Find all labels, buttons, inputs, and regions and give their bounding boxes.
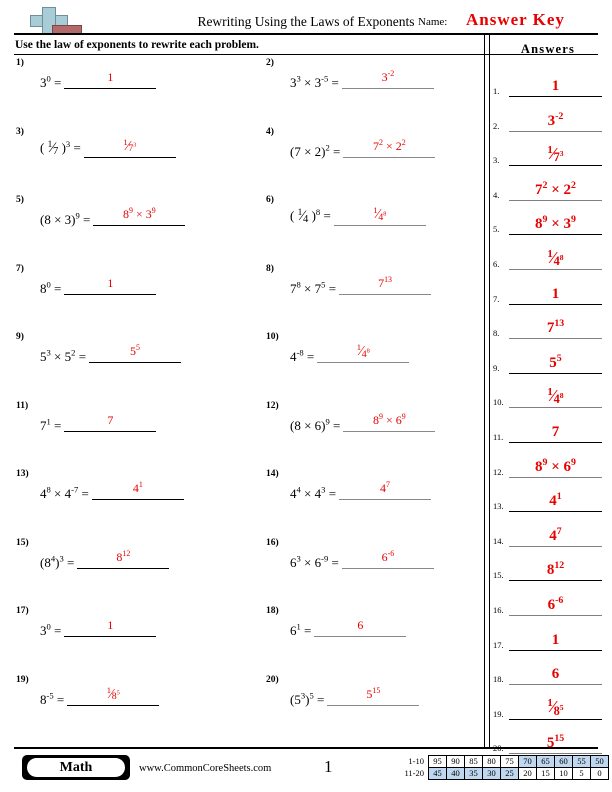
- answer-row: [492, 687, 604, 720]
- answer-blank[interactable]: [334, 205, 426, 226]
- problem-expression: $4^{-8}$ =: [290, 347, 315, 364]
- problem-number: 5): [16, 195, 24, 205]
- subject-badge: [22, 755, 130, 780]
- answer-row-number: 12.: [493, 466, 504, 477]
- problem-item: [14, 538, 249, 606]
- answer-row-line: [509, 131, 602, 132]
- problem-number: 4): [266, 126, 274, 137]
- problem-item: [14, 127, 249, 195]
- score-cell[interactable]: 55: [573, 756, 591, 768]
- problem-number: 17): [16, 606, 29, 616]
- answer-row: [492, 202, 604, 235]
- answer-row-line: [509, 96, 602, 97]
- answer-row-line: [509, 269, 602, 270]
- problem-answer: 1: [107, 275, 114, 290]
- problem-expression: $(7 \times 2)^2$ =: [290, 142, 341, 159]
- problem-item: [264, 127, 499, 195]
- problem-body: [290, 543, 496, 569]
- score-cell[interactable]: 30: [483, 768, 501, 780]
- answer-row-line: [509, 234, 602, 235]
- answer-row: [492, 64, 604, 97]
- problem-number: 19): [16, 674, 29, 685]
- answer-row: [492, 237, 604, 270]
- answer-row: [492, 168, 604, 201]
- answer-row-value: $5^5$: [549, 352, 562, 371]
- footer-divider: [14, 747, 598, 749]
- score-cell[interactable]: 80: [483, 756, 501, 768]
- problem-body: [40, 543, 246, 569]
- answer-row-number: 19.: [493, 708, 504, 719]
- answer-row-number: 11.: [493, 432, 504, 442]
- problem-body: [40, 269, 246, 295]
- answer-row-value: $4^7$: [549, 525, 562, 544]
- problem-body: [40, 337, 246, 363]
- problem-number: 14): [266, 469, 279, 479]
- answer-row-line: [509, 407, 602, 408]
- score-cell[interactable]: 85: [465, 756, 483, 768]
- answer-row-number: 15.: [493, 570, 504, 581]
- answer-blank[interactable]: [317, 342, 409, 363]
- answer-row-number: 18.: [493, 674, 504, 685]
- answers-column: [492, 38, 604, 754]
- score-table-row: [398, 768, 609, 780]
- problem-body: [290, 200, 496, 226]
- answer-blank[interactable]: [342, 68, 434, 89]
- answer-row-value: $7^{13}$: [546, 318, 565, 337]
- problem-item: [14, 264, 249, 332]
- answer-row-value: $^1⁄8^5$: [547, 697, 564, 718]
- answer-row-number: 8.: [493, 328, 500, 339]
- problem-answer: $3^{-2}$: [381, 69, 395, 84]
- problem-item: [14, 195, 249, 263]
- page-title: Rewriting Using the Laws of Exponents: [197, 14, 415, 29]
- problems-grid: [14, 58, 484, 743]
- answer-blank[interactable]: [77, 548, 169, 569]
- answer-row-number: 2.: [493, 120, 500, 131]
- problem-number: 2): [266, 58, 274, 68]
- problem-body: [290, 337, 496, 363]
- answer-row: [492, 548, 604, 581]
- answer-blank[interactable]: [67, 685, 159, 706]
- instructions-text: Use the law of exponents to rewrite each problem.: [15, 39, 259, 51]
- problem-answer: $8^9 \times 6^9$: [373, 411, 406, 427]
- answer-row-number: 6.: [493, 259, 500, 269]
- answer-row-value: $3^{-2}$: [547, 110, 564, 129]
- problem-item: [14, 401, 249, 469]
- answer-row: [492, 514, 604, 547]
- answer-row-line: [509, 546, 602, 547]
- problem-body: [290, 474, 496, 500]
- problem-answer: 1: [107, 618, 114, 632]
- score-cell[interactable]: 50: [591, 756, 609, 768]
- answer-row: [492, 721, 604, 754]
- answer-blank[interactable]: [64, 68, 156, 89]
- answer-row-line: [509, 511, 602, 512]
- answer-row-number: 5.: [493, 224, 500, 235]
- problem-item: [264, 195, 499, 263]
- answer-row-value: $8^{12}$: [546, 560, 565, 579]
- problem-expression: $4^8 \times 4^{-7}$ =: [40, 484, 89, 501]
- problem-body: [40, 63, 246, 89]
- problem-body: [290, 63, 496, 89]
- answer-row-line: [509, 200, 602, 201]
- problem-body: [40, 680, 246, 706]
- answer-row-line: [509, 338, 602, 339]
- answer-row: [492, 272, 604, 305]
- answer-row: [492, 133, 604, 166]
- answer-row-number: 10.: [493, 397, 504, 408]
- answer-key-value: Answer Key: [466, 10, 565, 29]
- header-divider: [14, 33, 598, 35]
- score-cell[interactable]: 20: [519, 768, 537, 780]
- answer-blank[interactable]: [343, 137, 435, 158]
- score-cell[interactable]: 65: [537, 756, 555, 768]
- answer-row-value: $6^{-6}$: [547, 595, 564, 613]
- problem-number: 8): [266, 263, 274, 274]
- answer-blank[interactable]: [84, 137, 176, 158]
- problem-answer: $7^{13}$: [378, 274, 392, 290]
- answer-row: [492, 479, 604, 512]
- problem-item: [14, 606, 249, 674]
- problem-expression: $5^3 \times 5^2$ =: [40, 347, 87, 364]
- problem-body: [40, 406, 246, 432]
- score-cell[interactable]: 95: [429, 756, 447, 768]
- answer-row: [492, 306, 604, 339]
- problem-answer: $^1⁄8^5$: [106, 684, 120, 703]
- answer-row-value: $^1⁄4^8$: [547, 385, 564, 407]
- problem-item: [264, 332, 499, 400]
- answer-row-number: 14.: [493, 535, 504, 546]
- problem-expression: $(8 \times 6)^9$ =: [290, 416, 341, 433]
- problem-expression: $3^0$ =: [40, 73, 62, 90]
- problem-item: [14, 469, 249, 537]
- page-number: 1: [324, 757, 333, 776]
- answer-row: [492, 375, 604, 408]
- problem-item: [264, 675, 499, 743]
- problem-body: [40, 132, 246, 158]
- problem-answer: $8^{12}$: [116, 548, 131, 564]
- score-cell[interactable]: 75: [501, 756, 519, 768]
- problem-number: 12): [266, 400, 279, 411]
- answer-blank[interactable]: [89, 342, 181, 363]
- answer-row: [492, 99, 604, 132]
- problem-expression: ( $^1$⁄4 )$^8$ =: [290, 207, 331, 226]
- problem-item: [14, 675, 249, 743]
- answer-blank[interactable]: [64, 411, 156, 432]
- answer-blank[interactable]: [343, 411, 435, 432]
- subject-badge-label: Math: [59, 760, 93, 775]
- problem-body: [290, 406, 496, 432]
- problem-answer: $^1⁄4^8$: [373, 205, 387, 223]
- answer-row-line: [509, 304, 602, 305]
- problem-number: 11): [16, 400, 29, 411]
- website-url: www.CommonCoreSheets.com: [139, 763, 272, 774]
- problem-number: 16): [266, 537, 279, 548]
- answer-row: [492, 445, 604, 478]
- answer-row-number: 17.: [493, 639, 504, 650]
- problem-answer: $5^5$: [130, 343, 140, 358]
- problem-item: [264, 401, 499, 469]
- answer-row-number: 1.: [493, 86, 500, 96]
- subject-badge-pill: [27, 758, 125, 777]
- problem-expression: ( $^1$⁄7 )$^3$ =: [40, 138, 81, 157]
- answer-row-value: 1: [551, 631, 560, 648]
- answer-row-value: 1: [551, 78, 560, 94]
- answer-row-line: [509, 580, 602, 581]
- score-table-row: [398, 756, 609, 768]
- score-row-label: 1-10: [408, 756, 424, 766]
- problem-number: 13): [16, 469, 29, 479]
- answer-row-number: 7.: [493, 293, 500, 304]
- problem-answer: $7^2 \times 2^2$: [373, 137, 406, 153]
- answer-row-value: $4^1$: [549, 491, 562, 510]
- answer-blank[interactable]: [342, 548, 434, 569]
- problem-answer: 7: [107, 412, 114, 427]
- problem-expression: $7^8 \times 7^5$ =: [290, 279, 337, 296]
- problem-body: [290, 269, 496, 295]
- answer-blank[interactable]: [64, 274, 156, 295]
- answer-row-line: [509, 650, 602, 651]
- problem-expression: $6^1$ =: [290, 621, 312, 638]
- problem-item: [264, 469, 499, 537]
- answer-row-number: 3.: [493, 155, 500, 166]
- problem-number: 9): [16, 332, 24, 342]
- problem-body: [290, 611, 496, 637]
- answer-row-value: $^1⁄4^8$: [547, 247, 564, 268]
- score-cell[interactable]: 90: [447, 756, 465, 768]
- problem-expression: $8^{-5}$ =: [40, 690, 65, 707]
- problem-body: [290, 680, 496, 706]
- problem-expression: $4^4 \times 4^3$ =: [290, 484, 337, 501]
- answer-row-line: [509, 165, 602, 166]
- problem-answer: $5^{15}$: [366, 685, 381, 701]
- problem-answer: $^1⁄7^3$: [123, 136, 137, 155]
- answer-row-line: [509, 477, 602, 478]
- answer-row-value: 1: [551, 285, 560, 302]
- name-label: Name:: [418, 16, 448, 28]
- problem-item: [14, 58, 249, 126]
- problem-answer: $4^1$: [132, 480, 143, 495]
- answer-row-number: 13.: [493, 501, 504, 512]
- score-cell[interactable]: 45: [429, 768, 447, 780]
- answer-row-line: [509, 684, 602, 685]
- answer-row-line: [509, 719, 602, 720]
- answer-blank[interactable]: [64, 616, 156, 637]
- problem-item: [264, 58, 499, 126]
- problem-body: [290, 132, 496, 158]
- answer-row-value: 7: [551, 424, 560, 440]
- problem-number: 3): [16, 126, 24, 137]
- score-table: [398, 755, 609, 780]
- problem-expression: $6^3 \times 6^{-9}$ =: [290, 553, 339, 570]
- problem-item: [14, 332, 249, 400]
- answer-row: [492, 410, 604, 443]
- answer-blank[interactable]: [339, 479, 431, 500]
- answer-row: [492, 618, 604, 651]
- problem-number: 7): [16, 263, 24, 274]
- answer-row-number: 20.: [493, 743, 504, 754]
- answer-blank[interactable]: [314, 616, 406, 637]
- problem-body: [40, 200, 246, 226]
- answer-row-value: 6: [551, 666, 560, 683]
- score-cell[interactable]: 60: [555, 756, 573, 768]
- problem-answer: $^1⁄4^8$: [356, 342, 370, 360]
- problem-body: [40, 474, 246, 500]
- problem-expression: $7^1$ =: [40, 416, 62, 433]
- problem-expression: $8^0$ =: [40, 279, 62, 296]
- answer-row-line: [509, 373, 602, 374]
- problem-number: 15): [16, 537, 29, 548]
- problem-number: 6): [266, 195, 274, 205]
- problem-answer: $8^9 \times 3^9$: [123, 206, 156, 221]
- score-cell[interactable]: 70: [519, 756, 537, 768]
- problem-number: 18): [266, 606, 279, 616]
- score-cell[interactable]: 0: [591, 768, 609, 780]
- score-cell[interactable]: 5: [573, 768, 591, 780]
- score-cell[interactable]: 10: [555, 768, 573, 780]
- score-cell[interactable]: 25: [501, 768, 519, 780]
- answer-row-value: $^1⁄7^3$: [547, 143, 564, 164]
- problem-expression: $(5^3)^5$ =: [290, 690, 325, 707]
- problem-expression: $3^3 \times 3^{-5}$ =: [290, 73, 339, 90]
- answer-row-line: [509, 442, 602, 443]
- problem-body: [40, 611, 246, 637]
- answer-blank[interactable]: [339, 274, 431, 295]
- problem-answer: $6^{-6}$: [381, 548, 395, 564]
- answer-row-number: 4.: [493, 189, 500, 200]
- answer-row-line: [509, 615, 602, 616]
- problem-expression: $3^0$ =: [40, 621, 62, 638]
- problem-item: [264, 606, 499, 674]
- answer-blank[interactable]: [92, 479, 184, 500]
- problem-item: [264, 264, 499, 332]
- score-row-label: 11-20: [404, 768, 424, 778]
- answer-row-value: $8^9 \times 3^9$: [535, 214, 576, 233]
- answers-heading: Answers: [520, 42, 576, 56]
- answer-row-number: 16.: [493, 605, 504, 615]
- answer-row: [492, 652, 604, 685]
- answer-blank[interactable]: [327, 685, 419, 706]
- problem-number: 1): [16, 58, 24, 68]
- problem-expression: $(8 \times 3)^9$ =: [40, 210, 91, 227]
- problem-number: 10): [266, 332, 279, 342]
- problem-number: 20): [266, 674, 279, 685]
- score-cell[interactable]: 15: [537, 768, 555, 780]
- answer-row-value: $7^2 \times 2^2$: [535, 179, 576, 198]
- problem-answer: 6: [357, 618, 364, 632]
- problem-answer: $4^7$: [380, 480, 390, 495]
- problem-answer: 1: [107, 70, 114, 84]
- problem-item: [264, 538, 499, 606]
- answer-row: [492, 341, 604, 374]
- answer-blank[interactable]: [93, 205, 185, 226]
- answer-row-value: $8^9 \times 6^9$: [535, 456, 576, 475]
- problem-expression: $(8^4)^3$ =: [40, 553, 75, 570]
- answer-row-value: $5^{15}$: [546, 733, 565, 752]
- answer-row-number: 9.: [493, 362, 500, 373]
- answer-row: [492, 583, 604, 616]
- score-cell[interactable]: 35: [465, 768, 483, 780]
- score-cell[interactable]: 40: [447, 768, 465, 780]
